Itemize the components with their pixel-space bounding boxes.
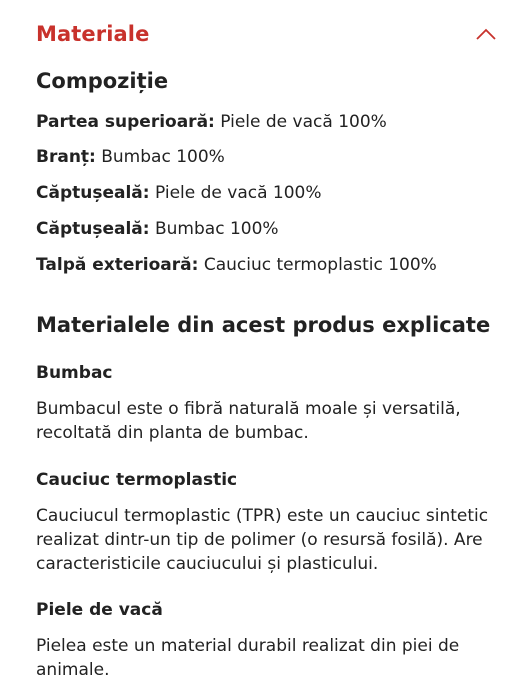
composition-label: Căptușeală: [36,219,150,239]
composition-row [36,112,387,132]
materials-heading: Materiale [36,22,150,46]
composition-value: Bumbac 100% [101,147,225,167]
materials-accordion-header[interactable] [36,14,496,54]
composition-label: Partea superioară: [36,112,215,132]
material-name: Piele de vacă [36,600,163,620]
composition-row [36,183,322,203]
composition-label: Branț: [36,147,96,167]
composition-value: Piele de vacă 100% [220,112,387,132]
composition-value: Piele de vacă 100% [154,183,322,203]
materials-explained-title: Materialele din acest produs explicate [36,313,491,337]
composition-value: Cauciuc termoplastic 100% [203,255,437,275]
material-name: Bumbac [36,363,113,383]
composition-label: Căptușeală: [36,183,150,203]
material-description: Pielea este un material durabil realizat din piei de animale. [36,636,460,680]
composition-row [36,255,437,275]
composition-title: Compoziție [36,69,169,93]
composition-value: Bumbac 100% [154,219,279,239]
composition-label: Talpă exterioară: [36,255,199,275]
material-description: Bumbacul este o fibră naturală moale și versatilă, recoltată din planta de bumbac. [36,399,461,443]
composition-row [36,147,225,167]
composition-row [36,219,279,239]
chevron-up-icon[interactable] [476,24,496,44]
material-name: Cauciuc termoplastic [36,470,238,490]
material-description: Cauciucul termoplastic (TPR) este un cauciuc sintetic realizat dintr-un tip de polimer (o resursă fosilă). Are caracteristicile cauciucului și plasticului. [36,506,489,574]
